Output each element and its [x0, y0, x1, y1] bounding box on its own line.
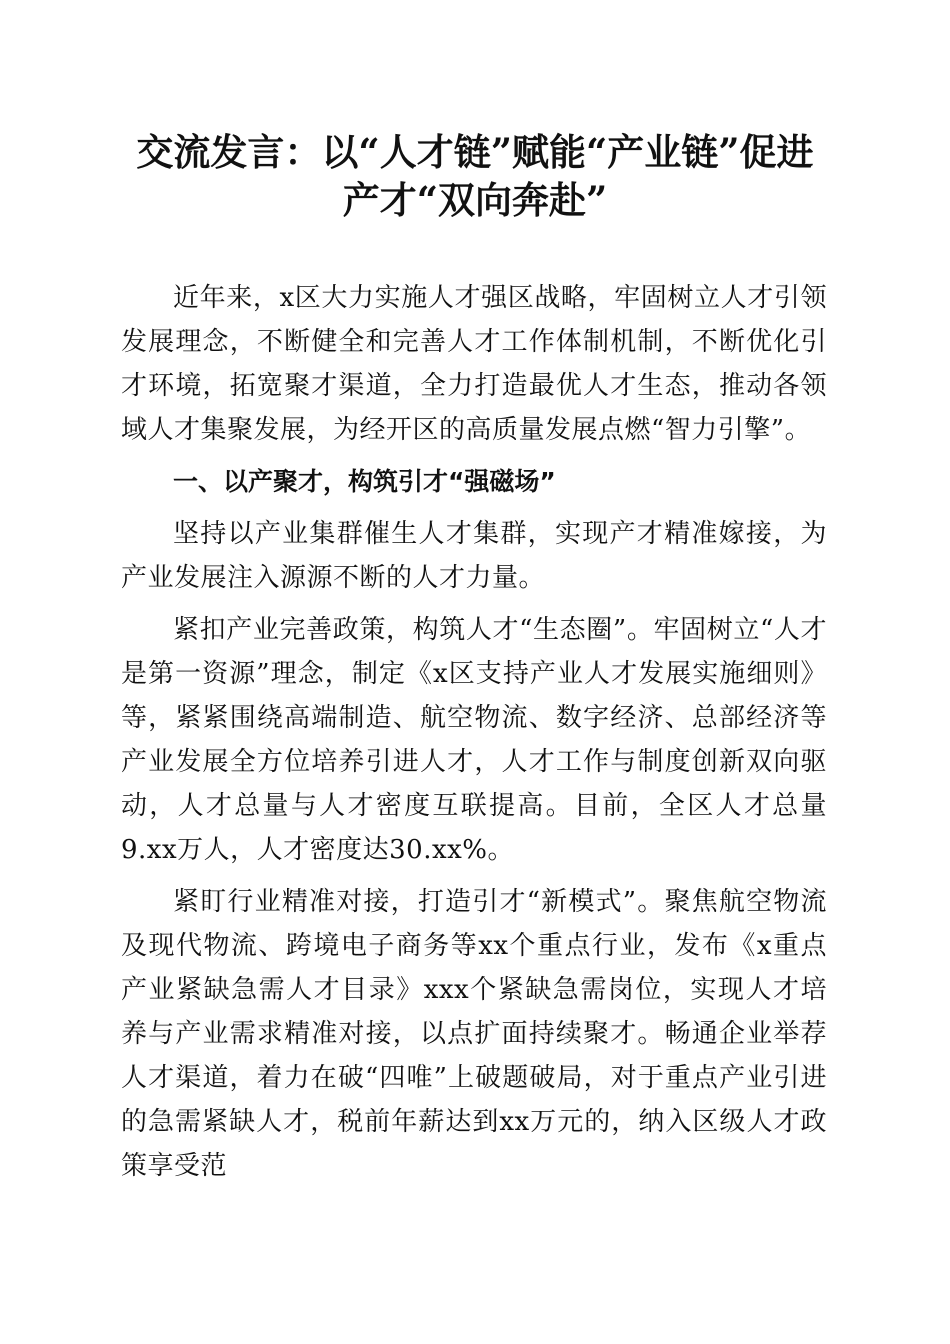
section-heading-1: 一、以产聚才，构筑引才“强磁场” — [173, 467, 556, 496]
title-line-1: 交流发言：以“人才链”赋能“产业链”促进 — [136, 130, 814, 174]
paragraph-industry: 紧盯行业精准对接，打造引才“新模式”。聚焦航空物流及现代物流、跨境电子商务等xx个重点行业，发布《x重点产业紧缺急需人才目录》xxx个紧缺急需岗位，实现人才培养与产业需求精准对接，以点扩面持续聚才。畅通企业举荐人才渠道，着力在破“四唯”上破题破局，对于重点产业引进的急需紧缺人才，税前年薪达到xx万元的，纳入区级人才政策享受范 — [121, 887, 827, 1181]
paragraph-intro: 近年来，x区大力实施人才强区战略，牢固树立人才引领发展理念，不断健全和完善人才工作体制机制，不断优化引才环境，拓宽聚才渠道，全力打造最优人才生态，推动各领域人才集聚发展，为经开区的高质量发展点燃“智力引擎”。 — [121, 283, 827, 445]
document-body — [121, 276, 827, 1188]
document-title — [100, 128, 850, 224]
title-line-2: 产才“双向奔赴” — [342, 178, 608, 222]
paragraph-section-summary: 坚持以产业集群催生人才集群，实现产才精准嫁接，为产业发展注入源源不断的人才力量。 — [121, 519, 827, 593]
paragraph-policy: 紧扣产业完善政策，构筑人才“生态圈”。牢固树立“人才是第一资源”理念，制定《x区支持产业人才发展实施细则》等，紧紧围绕高端制造、航空物流、数字经济、总部经济等产业发展全方位培养引进人才，人才工作与制度创新双向驱动，人才总量与人才密度互联提高。目前，全区人才总量9.xx万人，人才密度达30.xx%。 — [121, 615, 827, 865]
